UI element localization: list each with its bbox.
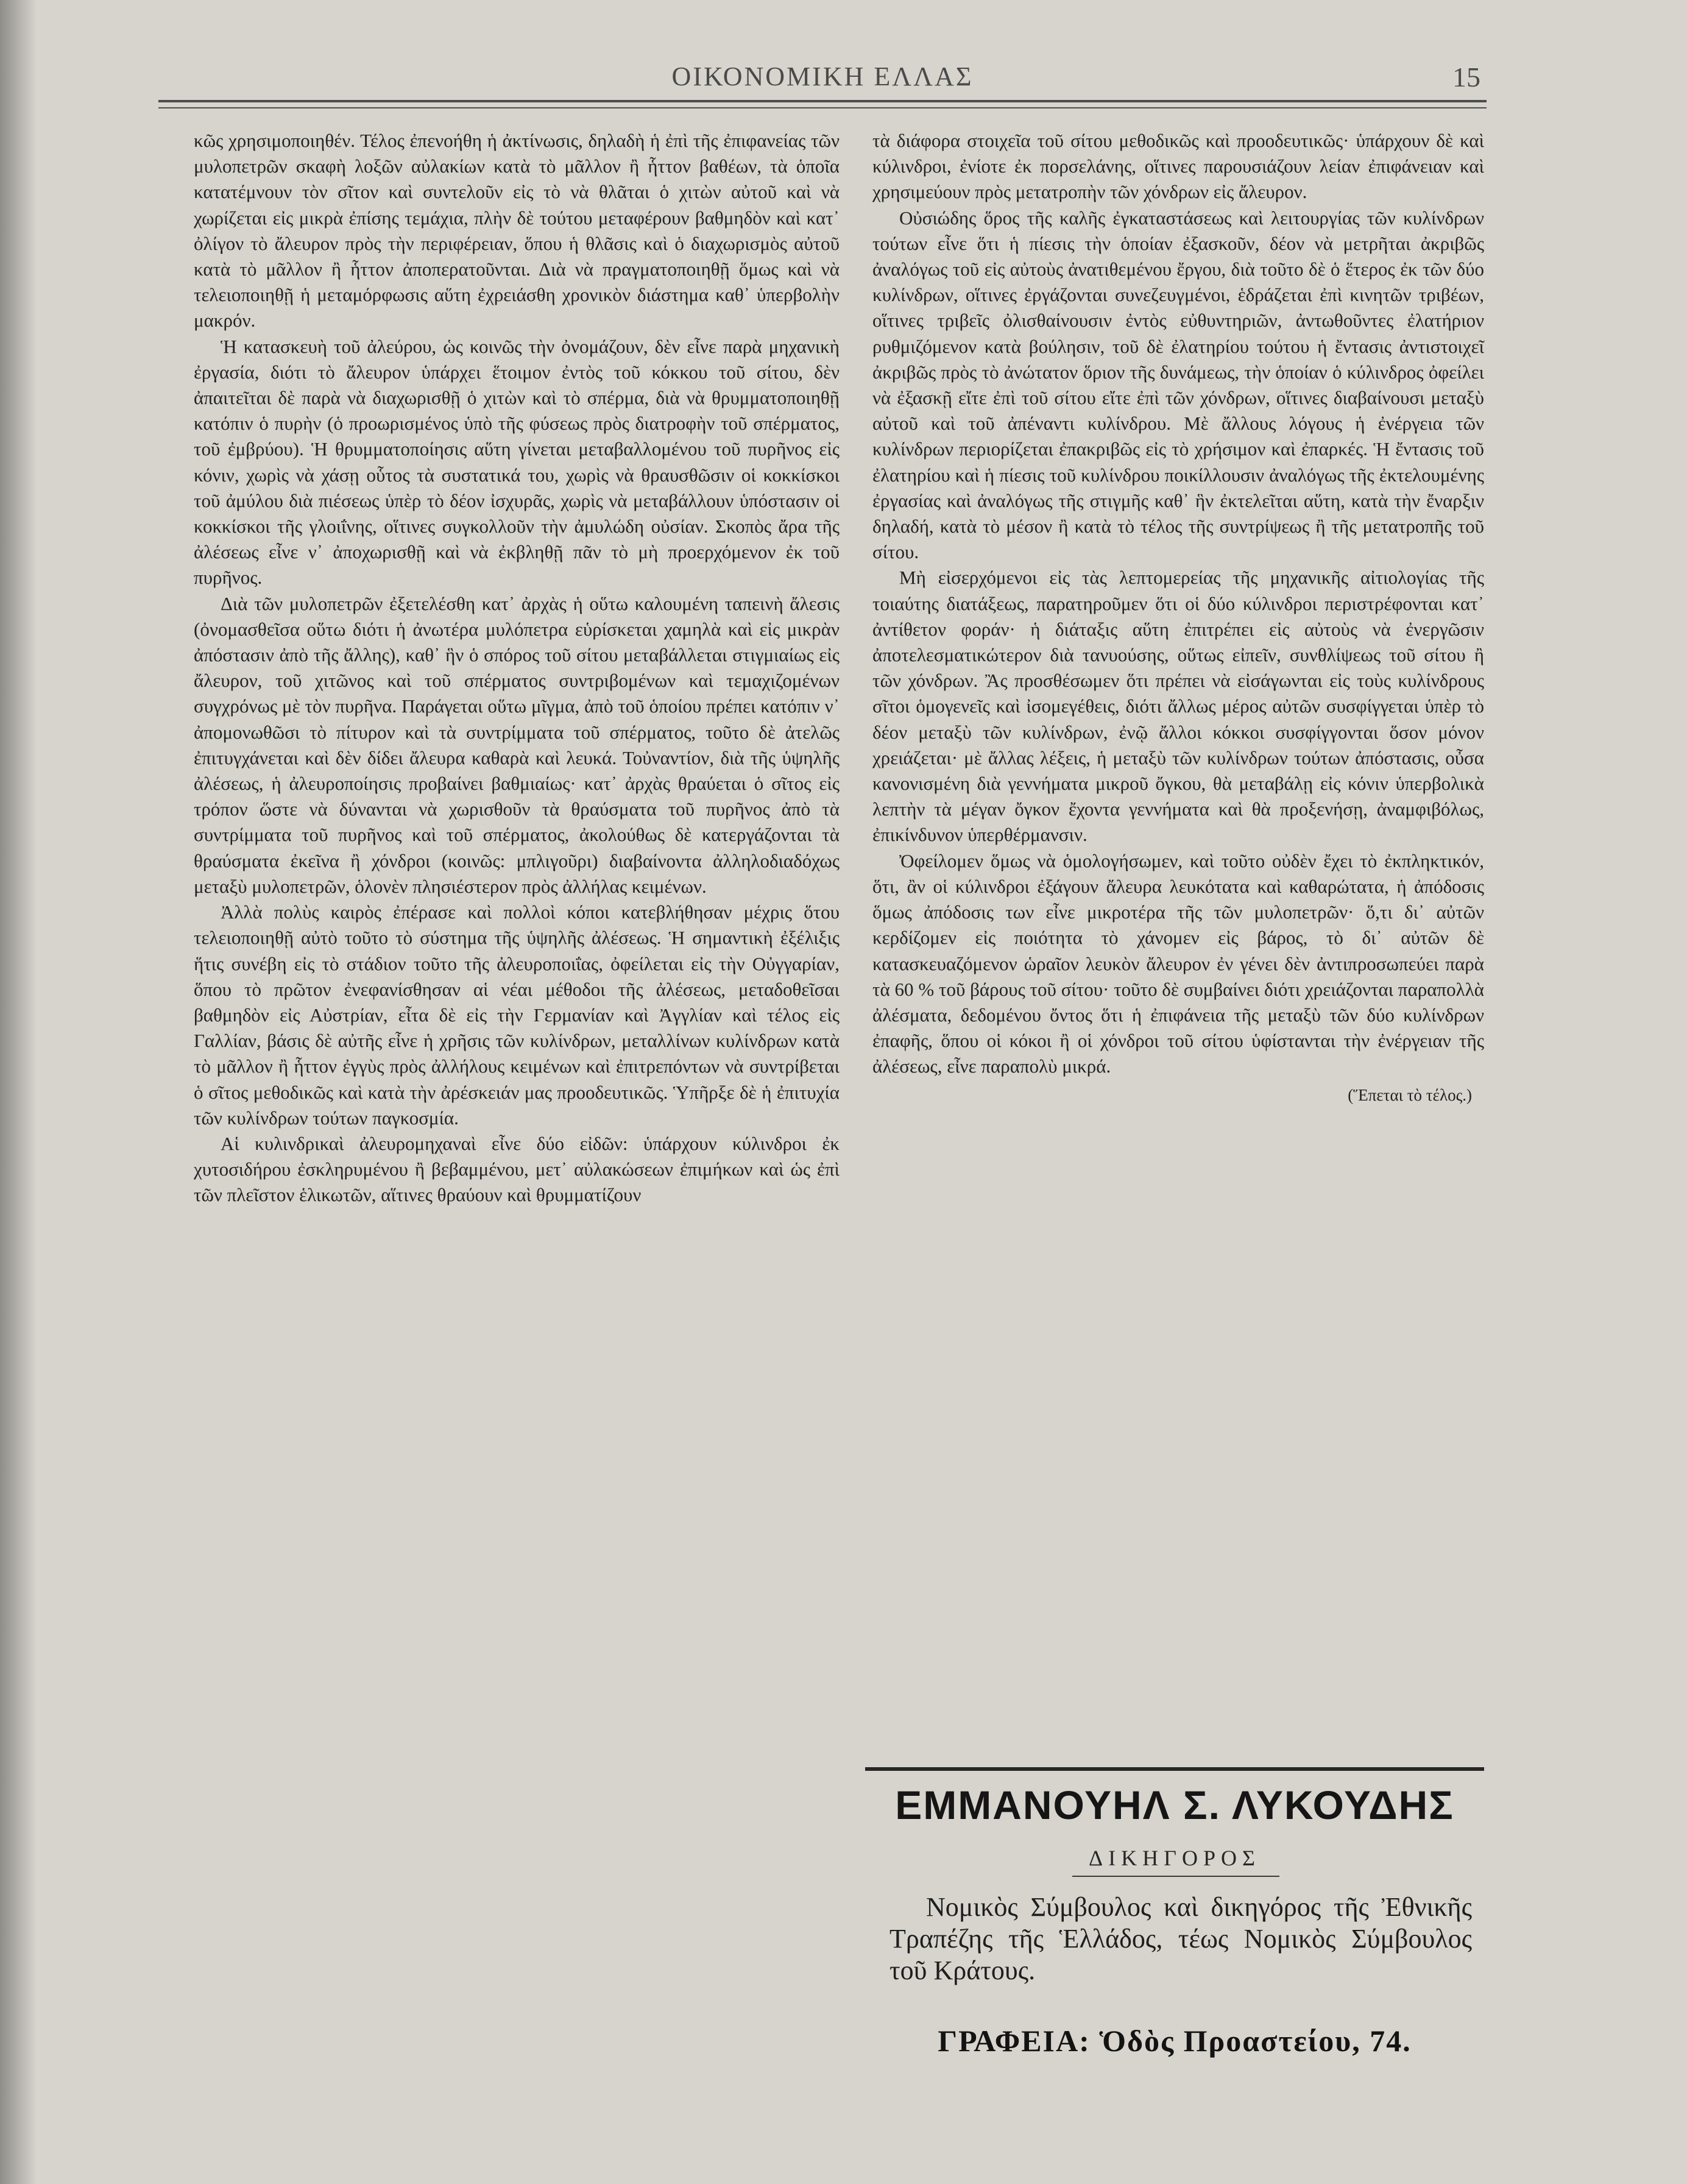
article-paragraph: Μὴ εἰσερχόμενοι εἰς τὰς λεπτομερείας τῆς μηχανικῆς αἰτιολογίας τῆς τοιαύτης διατάξεως, παρατηροῦμεν ὅτι οἱ δύο κύλινδροι περιστρέφονται κατ᾽ ἀντίθετον φοράν· ἡ διάταξις αὕτη ἐπιτρέπει εἰς αὐτοὺς νὰ ἐνεργῶσιν ἀποτελεσματικώτερον διὰ τανυούσης, οὕτως εἰπεῖν, συνθλίψεως τοῦ σίτου ἢ τῶν χόνδρων. Ἂς προσθέσωμεν ὅτι πρέπει νὰ εἰσάγωνται εἰς τοὺς κυλίνδρους σῖτοι ὁμογενεῖς καὶ ἰσομεγέθεις, διότι ἄλλως μέρος αὐτῶν συσφίγγεται ὑπὲρ τὸ δέον μεταξὺ τῶν κυλίνδρων, ἐνῷ ἄλλοι κόκκοι συσφίγγονται ὅσον μόνον χρειάζεται· μὲ ἄλλας λέξεις, ἡ μεταξὺ τῶν κυλίνδρων τούτων ἀπόστασις, οὖσα κανονισμένη διὰ γεννήματα μικροῦ ὄγκου, θὰ μεταβάλῃ εἰς κόνιν ὑπερβολικὰ λεπτὴν τὰ μέγαν ὄγκον ἔχοντα γεννήματα καὶ θὰ προξενήσῃ, ἀναμφιβόλως, ἐπικίνδυνον ὑπερθέρμανσιν. [872,567,1484,846]
page-header [158,56,1487,99]
article-paragraph: Ἡ κατασκευὴ τοῦ ἀλεύρου, ὡς κοινῶς τὴν ὀνομάζουν, δὲν εἶνε παρὰ μηχανικὴ ἐργασία, διότι τὸ ἄλευρον ὑπάρχει ἕτοιμον ἐντὸς τοῦ κόκκου τοῦ σίτου, δὲν ἀπαιτεῖται δὲ παρὰ νὰ διαχωρισθῇ ὁ χιτὼν καὶ τὸ σπέρμα, διὰ νὰ θρυμματοποιηθῇ κατόπιν ὁ πυρὴν (ὁ προωρισμένος ὑπὸ τῆς φύσεως πρὸς διατροφὴν τοῦ σπέρματος, τοῦ ἐμβρύου). Ἡ θρυμματοποίησις αὕτη γίνεται μεταβαλλομένου τοῦ πυρῆνος εἰς κόνιν, χωρὶς νὰ χάσῃ οὗτος τὰ συστατικά του, χωρὶς νὰ θραυσθῶσιν οἱ κοκκίσκοι τοῦ ἀμύλου διὰ πιέσεως ὑπὲρ τὸ δέον ἰσχυρᾶς, χωρὶς νὰ μεταβάλλουν ὑπόστασιν οἱ κοκκίσκοι τῆς γλοιΐνης, οἵτινες συγκολλοῦν τὴν ἀμυλώδη οὐσίαν. Σκοπὸς ἄρα τῆς ἀλέσεως εἶνε ν᾽ ἀποχωρισθῇ καὶ νὰ ἐκβληθῇ πᾶν τὸ μὴ προερχόμενον ἐκ τοῦ πυρῆνος. [194,335,840,589]
header-rule [158,100,1487,102]
lawyer-advertisement [865,1767,1484,2084]
ad-profession-rule [1072,1876,1279,1877]
right-column [872,128,1484,1108]
article-paragraph: τὰ διάφορα στοιχεῖα τοῦ σίτου μεθοδικῶς καὶ προοδευτικῶς· ὑπάρχουν δὲ καὶ κύλινδροι, ἐνίοτε ἐκ πορσελάνης, οἵτινες παρουσιάζουν λείαν ἐπιφάνειαν καὶ χρησιμεύουν πρὸς μετατροπὴν τῶν χόνδρων εἰς ἄλευρον. [872,130,1484,203]
article-paragraph: Ὀφείλομεν ὅμως νὰ ὁμολογήσωμεν, καὶ τοῦτο οὐδὲν ἔχει τὸ ἐκπληκτικόν, ὅτι, ἂν οἱ κύλινδροι ἐξάγουν ἄλευρα λευκότατα καὶ καθαρώτατα, ἡ ἀπόδοσις ὅμως ἀπόδοσις των εἶνε μικροτέρα τῆς τῶν μυλοπετρῶν· ὅ,τι δι᾽ αὐτῶν κερδίζομεν εἰς ποιότητα τὸ χάνομεν εἰς βάρος, τὸ δι᾽ αὐτῶν δὲ κατασκευαζόμενον ὡραῖον λευκὸν ἄλευρον ἐν γένει δὲν ἀντιπροσωπεύει παρὰ τὰ 60 % τοῦ βάρους τοῦ σίτου· τοῦτο δὲ συμβαίνει διότι χρειάζονται παραπολλὰ ἀλέσματα, δεδομένου ὄντος ὅτι ἡ ἐπιφάνεια τῆς μεταξὺ τῶν δύο κυλίνδρων ἐπαφῆς, ὅπου οἱ κόκοι ἢ οἱ χόνδροι τοῦ σίτου ὑφίστανται τὴν ἐνέργειαν τῆς ἀλέσεως, εἶνε παραπολὺ μικρά. [872,849,1484,1077]
ad-description [889,1892,1472,1987]
continued-note: (Ἕπεται τὸ τέλος.) [1348,1085,1472,1104]
ad-lawyer-name: ΕΜΜΑΝΟΥΗΛ Σ. ΛΥΚΟΥΔΗΣ [895,1782,1454,1828]
article-paragraph: Διὰ τῶν μυλοπετρῶν ἐξετελέσθη κατ᾽ ἀρχὰς ἡ οὕτω καλουμένη ταπεινὴ ἄλεσις (ὀνομασθεῖσα οὕτω διότι ἡ ἀνωτέρα μυλόπετρα εὑρίσκεται χαμηλὰ καὶ εἰς μικρὰν ἀπόστασιν ἀπὸ τῆς ἄλλης), καθ᾽ ἣν ὁ σπόρος τοῦ σίτου μεταβάλλεται στιγμιαίως εἰς ἄλευρον, τοῦ χιτῶνος καὶ τοῦ σπέρματος συντριβομένων καὶ τεμαχιζομένων συγχρόνως μὲ τὸν πυρῆνα. Παράγεται οὕτω μῖγμα, ἀπὸ τοῦ ὁποίου πρέπει κατόπιν ν᾽ ἀπομονωθῶσι τὸ πίτυρον καὶ τὰ συντρίμματα τοῦ σπέρματος, τοῦτο δὲ ἀτελῶς ἐπιτυγχάνεται καὶ δὲν δίδει ἄλευρα καθαρὰ καὶ λευκά. Τοὐναντίον, διὰ τῆς ὑψηλῆς ἀλέσεως, ἡ ἀλευροποίησις προβαίνει βαθμιαίως· κατ᾽ ἀρχὰς θραύεται ὁ σῖτος εἰς τρόπον ὥστε νὰ δύνανται νὰ χωρισθοῦν τὰ θραύσματα τοῦ πυρῆνος ἀπὸ τὰ συντρίμματα τοῦ πυρῆνος καὶ τοῦ σπέρματος, ἀκολούθως δὲ κατεργάζονται τὰ θραύσματα ἐκεῖνα ἢ χόνδροι (κοινῶς: μπλιγοῦρι) διαβαίνοντα ἀλληλοδιαδόχως μεταξὺ μυλοπετρῶν, ὁλονὲν πλησιέστερον πρὸς ἀλλήλας κειμένων. [194,592,840,897]
ad-description-text: Νομικὸς Σύμβουλος καὶ δικηγόρος τῆς Ἐθνικῆς Τραπέζης τῆς Ἑλλάδος, τέως Νομικὸς Σύμβουλος τοῦ Κράτους. [889,1892,1472,1985]
page-edge-shadow [0,0,37,2184]
ad-profession: ΔΙΚΗΓΟΡΟΣ [1089,1846,1261,1870]
ad-top-rule [865,1767,1484,1771]
article-paragraph: Ἀλλὰ πολὺς καιρὸς ἐπέρασε καὶ πολλοὶ κόποι κατεβλήθησαν μέχρις ὅτου τελειοποιηθῇ αὐτὸ τοῦτο τὸ σύστημα τῆς ὑψηλῆς ἀλέσεως. Ἡ σημαντικὴ ἐξέλιξις ἥτις συνέβη εἰς τὸ στάδιον τοῦτο τῆς ἀλευροποιΐας, ὀφείλεται εἰς τὴν Οὐγγαρίαν, ὅπου τὸ πρῶτον ἐνεφανίσθησαν αἱ νέαι μέθοδοι τῆς ἀλέσεως, μεταδοθεῖσαι βαθμηδὸν εἰς Αὐστρίαν, εἶτα δὲ εἰς τὴν Γερμανίαν καὶ Ἀγγλίαν καὶ τέλος εἰς Γαλλίαν, βάσις δὲ αὐτῆς εἶνε ἡ χρῆσις τῶν κυλίνδρων, μεταλλίνων κυλίνδρων κατὰ τὸ μᾶλλον ἢ ἧττον ἐγγὺς πρὸς ἀλλήλους κειμένων καὶ ἐπιτρεπόντων νὰ συντρίβεται ὁ σῖτος μεθοδικῶς καὶ κατὰ τὴν ἀρέσκειάν μας προοδευτικῶς. Ὑπῆρξε δὲ ἡ ἐπιτυχία τῶν κυλίνδρων τούτων παγκοσμία. [194,901,840,1129]
article-paragraph: κῶς χρησιμοποιηθέν. Τέλος ἐπενοήθη ἡ ἀκτίνωσις, δηλαδὴ ἡ ἐπὶ τῆς ἐπιφανείας τῶν μυλοπετρῶν σκαφὴ λοξῶν αὐλακίων κατὰ τὸ μᾶλλον ἢ ἧττον βαθέων, τὰ ὁποῖα κατατέμνουν τὸν σῖτον καὶ συντελοῦν εἰς τὸ νὰ θλᾶται ὁ χιτὼν αὐτοῦ καὶ νὰ χωρίζεται εἰς μικρὰ ἐπίσης τεμάχια, πλὴν δὲ τούτου μεταφέρουν βαθμηδὸν καὶ κατ᾽ ὀλίγον τὸ ἄλευρον πρὸς τὴν περιφέρειαν, ὅπου ἡ θλᾶσις καὶ ὁ διαχωρισμὸς αὐτοῦ κατὰ τὸ μᾶλλον ἢ ἧττον ἀποπερατοῦνται. Διὰ νὰ πραγματοποιηθῇ ὅμως καὶ νὰ τελειοποιηθῇ ἡ μεταμόρφωσις αὕτη ἐχρειάσθη χρονικὸν διάστημα καθ᾽ ὑπερβολὴν μακρόν. [194,130,840,332]
article-paragraph: Οὐσιώδης ὅρος τῆς καλῆς ἐγκαταστάσεως καὶ λειτουργίας τῶν κυλίνδρων τούτων εἶνε ὅτι ἡ πίεσις τὴν ὁποίαν ἐξασκοῦν, δέον νὰ μετρῆται ἀκριβῶς ἀναλόγως τοῦ εἰς αὐτοὺς ἀνατιθεμένου ἔργου, διὰ τοῦτο δὲ ὁ ἕτερος ἐκ τῶν δύο κυλίνδρων, οἵτινες ἐργάζονται συνεζευγμένοι, ἑδράζεται ἐπὶ κινητῶν τριβέων, οἵτινες τριβεῖς ὀλισθαίνουσιν ἐντὸς εὐθυντηριῶν, ἀντωθοῦντες ἐλατήριον ρυθμιζόμενον κατὰ βούλησιν, τοῦ δὲ ἐλατηρίου τούτου ἡ ἔντασις ἀντιστοιχεῖ ἀκριβῶς πρὸς τὸ ἀνώτατον ὅριον τῆς δυνάμεως, τὴν ὁποίαν ὁ κύλινδρος ὀφείλει νὰ ἐξασκῇ εἴτε ἐπὶ τοῦ σίτου εἴτε ἐπὶ τῶν χόνδρων, οἵτινες διαβαίνουσι μεταξὺ αὐτοῦ καὶ τοῦ ἀπέναντι κυλίνδρου. Μὲ ἄλλους λόγους ἡ ἐνέργεια τῶν κυλίνδρων περιορίζεται ἐπακριβῶς εἰς τὸ χρήσιμον καὶ ἐπαρκές. Ἡ ἔντασις τοῦ ἐλατηρίου καὶ ἡ πίεσις τοῦ κυλίνδρου ποικίλλουσιν ἀναλόγως τῆς ἐκτελουμένης ἐργασίας καὶ ἀναλόγως τῆς στιγμῆς καθ᾽ ἣν ἐκτελεῖται αὕτη, κατὰ τὴν ἔναρξιν δηλαδή, κατὰ τὸ μέσον ἢ κατὰ τὸ τέλος τῆς συντρίψεως ἢ τῆς μετατροπῆς τοῦ σίτου. [872,207,1484,563]
left-column [194,128,840,1208]
header-rule-thin [158,107,1487,108]
ad-offices-address: ΓΡΑΦΕΙΑ: Ὁδὸς Προαστείου, 74. [938,2024,1412,2058]
article-paragraph: Αἱ κυλινδρικαὶ ἀλευρομηχαναὶ εἶνε δύο εἰδῶν: ὑπάρχουν κύλινδροι ἐκ χυτοσιδήρου ἐσκληρυμένου ἢ βεβαμμένου, μετ᾽ αὐλακώσεων ἐπιμήκων καὶ ὡς ἐπὶ τῶν πλεῖστον ἑλικωτῶν, αἵτινες θραύουν καὶ θρυμματίζουν [194,1132,840,1206]
publication-title: ΟΙΚΟΝΟΜΙΚΗ ΕΛΛΑΣ [671,62,974,91]
page-number: 15 [1452,62,1480,93]
